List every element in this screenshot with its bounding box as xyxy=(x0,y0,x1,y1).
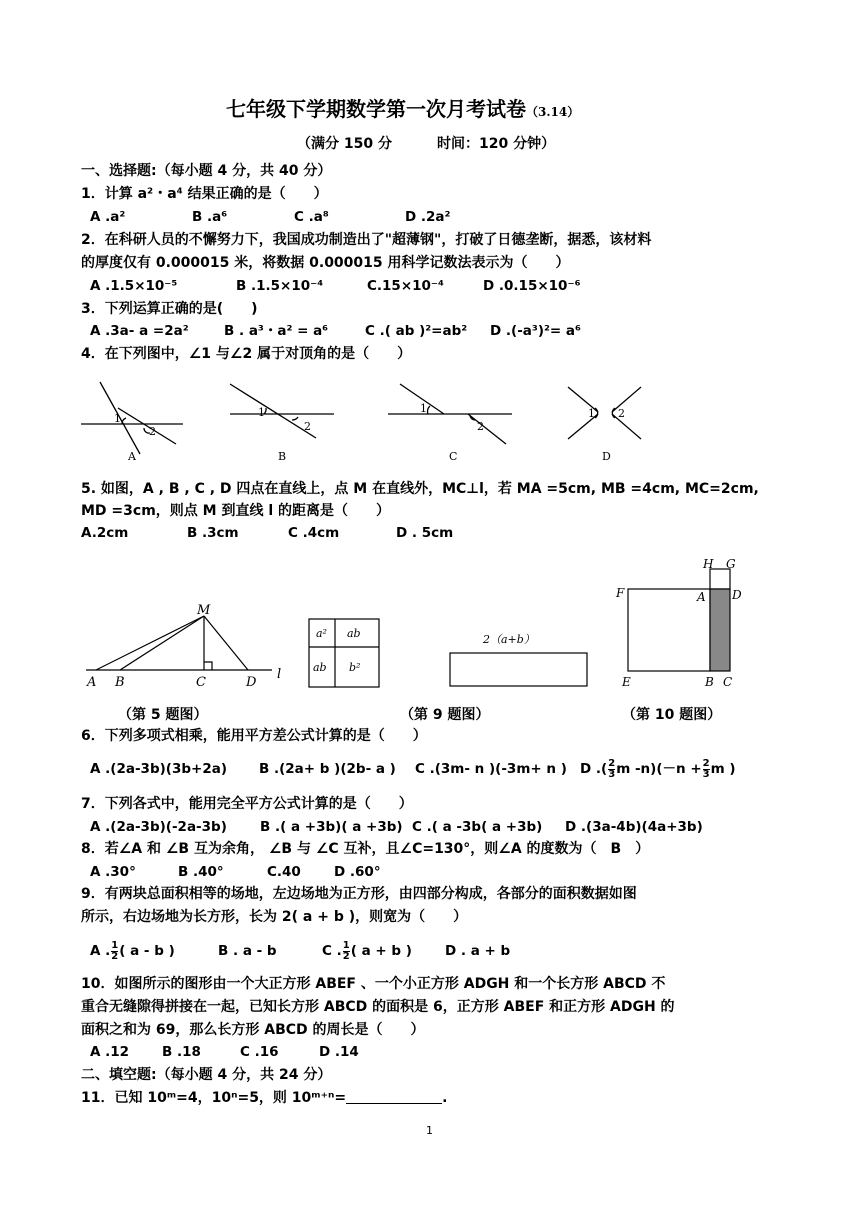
fig10-label-b: B xyxy=(705,675,714,689)
q8-option-c: C.40 xyxy=(267,864,301,880)
subtitle-time: 时间：120 分钟） xyxy=(437,136,556,152)
q6-d-frac-2 xyxy=(703,759,710,780)
q9-a-pre: A . xyxy=(90,943,111,959)
q6-option-a: A .(2a-3b)(3b+2a) xyxy=(90,761,227,777)
q7-stem: 7．下列各式中，能用完全平方公式计算的是（ ） xyxy=(81,796,413,812)
q5-option-a: A.2cm xyxy=(81,525,129,541)
q9-a-frac-num: 1 xyxy=(111,939,119,951)
q1-option-d: D .2a² xyxy=(405,209,451,225)
q4-figA-angle2: 2 xyxy=(149,425,156,438)
q2-option-c: C.15×10⁻⁴ xyxy=(367,278,444,294)
q7-option-c: C .( a -3b( a +3b) xyxy=(412,819,543,835)
q4-figures xyxy=(78,372,658,464)
q10-option-b: B .18 xyxy=(162,1044,201,1060)
q6-d-frac-1-den: 3 xyxy=(608,768,616,780)
q10-option-c: C .16 xyxy=(240,1044,279,1060)
figure-10 xyxy=(612,555,752,693)
q3-option-b: B . a³・a² = a⁶ xyxy=(224,323,329,339)
q7-option-d: D .(3a-4b)(4a+3b) xyxy=(565,819,703,835)
q6-d-frac-1-num: 2 xyxy=(608,757,616,769)
q5-option-d: D . 5cm xyxy=(396,525,454,541)
q6-d-post: m ) xyxy=(710,761,736,777)
page-number: 1 xyxy=(426,1124,433,1137)
q1-option-c: C .a⁸ xyxy=(294,209,329,225)
q9-a-frac xyxy=(111,941,118,962)
fig9-a2: a² xyxy=(316,627,327,640)
title-date: （3.14） xyxy=(526,105,580,119)
q1-option-a: A .a² xyxy=(90,209,126,225)
q5-line2: MD =3cm，则点 M 到直线 l 的距离是（ ） xyxy=(81,503,391,519)
q5-option-b: B .3cm xyxy=(187,525,239,541)
q8-stem: 8．若∠A 和 ∠B 互为余角， ∠B 与 ∠C 互补，且∠C=130°，则∠A 的度数为（ B ） xyxy=(81,841,650,857)
section-fill-heading: 二、填空题:（每小题 4 分，共 24 分） xyxy=(81,1067,332,1083)
q4-figB-angle1: 1 xyxy=(258,406,265,419)
q3-stem: 3．下列运算正确的是( ) xyxy=(81,301,258,317)
fig10-label-f: F xyxy=(616,586,625,600)
q3-option-a: A .3a- a =2a² xyxy=(90,323,189,339)
fig5-label-c: C xyxy=(196,675,206,690)
fig10-label-g: G xyxy=(726,557,736,571)
fig5-label-m: M xyxy=(197,603,211,618)
q9-option-b: B . a - b xyxy=(218,943,277,959)
q6-d-frac-1 xyxy=(608,759,615,780)
caption-figure-10: （第 10 题图） xyxy=(622,707,722,723)
q2-option-a: A .1.5×10⁻⁵ xyxy=(90,278,178,294)
q10-option-d: D .14 xyxy=(319,1044,359,1060)
q8-option-a: A .30° xyxy=(90,864,136,880)
q7-option-a: A .(2a-3b)(-2a-3b) xyxy=(90,819,227,835)
q5-line1: 5. 如图，A , B , C , D 四点在直线上，点 M 在直线外，MC⊥l，若 MA =5cm, MB =4cm, MC=2cm, xyxy=(81,481,759,497)
q9-option-d: D . a + b xyxy=(445,943,511,959)
q3-option-d: D .(-a³)²= a⁶ xyxy=(490,323,581,339)
figure-9 xyxy=(305,615,595,690)
q4-figD-label: D xyxy=(602,450,611,463)
fig5-label-b: B xyxy=(115,675,125,690)
q4-figC-angle1: 1 xyxy=(420,402,427,415)
q7-option-b: B .( a +3b)( a +3b) xyxy=(260,819,403,835)
q6-stem: 6．下列多项式相乘，能用平方差公式计算的是（ ） xyxy=(81,728,427,744)
q9-c-pre: C . xyxy=(322,943,342,959)
q8-option-b: B .40° xyxy=(178,864,224,880)
fig5-label-l: l xyxy=(277,667,282,682)
q10-line3: 面积之和为 69，那么长方形 ABCD 的周长是（ ） xyxy=(81,1022,425,1038)
figure-5 xyxy=(80,600,300,692)
fig10-label-c: C xyxy=(723,675,733,689)
q6-d-pre: D .( xyxy=(580,761,608,777)
q11-stem: 11．已知 10ᵐ=4，10ⁿ=5，则 10ᵐ⁺ⁿ= xyxy=(81,1090,347,1106)
q9-a-post: ( a - b ) xyxy=(119,943,175,959)
q10-line2: 重合无缝隙得拼接在一起，已知长方形 ABCD 的面积是 6，正方形 ABEF 和正方形 ADGH 的 xyxy=(81,999,675,1015)
fig10-label-e: E xyxy=(622,675,631,689)
section-choice-heading: 一、选择题:（每小题 4 分，共 40 分） xyxy=(81,163,332,179)
fig10-label-d: D xyxy=(732,588,742,602)
q8-option-d: D .60° xyxy=(334,864,381,880)
q10-option-a: A .12 xyxy=(90,1044,130,1060)
q9-a-frac-den: 2 xyxy=(111,950,119,962)
q4-figD-angle2: 2 xyxy=(618,407,625,420)
q2-line1: 2．在科研人员的不懈努力下，我国成功制造出了"超薄钢"，打破了日德垄断，据悉，该材料 xyxy=(81,232,652,248)
q9-c-frac xyxy=(343,941,350,962)
q10-line1: 10．如图所示的图形由一个大正方形 ABEF 、一个小正方形 ADGH 和一个长方形 ABCD 不 xyxy=(81,976,666,992)
fig9-ab-left: ab xyxy=(313,661,327,674)
q4-figB-label: B xyxy=(278,450,287,463)
fig9-b2: b² xyxy=(349,661,361,674)
q5-option-c: C .4cm xyxy=(288,525,340,541)
caption-figure-9: （第 9 题图） xyxy=(400,707,490,723)
page-title xyxy=(226,93,579,122)
q9-c-frac-den: 2 xyxy=(342,950,350,962)
q6-d-frac-2-num: 2 xyxy=(702,757,710,769)
q4-figB-angle2: 2 xyxy=(304,420,311,433)
q11-end: . xyxy=(442,1090,448,1106)
q4-figD-angle1: 1 xyxy=(588,407,595,420)
q6-option-c: C .(3m- n )(-3m+ n ) xyxy=(415,761,567,777)
q11 xyxy=(81,1087,447,1109)
q4-figC-label: C xyxy=(449,450,458,463)
fig9-ab-top: ab xyxy=(347,627,361,640)
title-text: 七年级下学期数学第一次月考试卷 xyxy=(226,97,526,121)
q6-option-b: B .(2a+ b )(2b- a ) xyxy=(259,761,396,777)
q9-line2: 所示，右边场地为长方形，长为 2( a + b )，则宽为（ ） xyxy=(81,909,468,925)
q4-figA-label: A xyxy=(128,450,136,463)
q9-option-a xyxy=(90,940,175,962)
q6-option-d xyxy=(580,758,736,780)
q4-figA-angle1: 1 xyxy=(114,412,121,425)
q3-option-c: C .( ab )²=ab² xyxy=(365,323,468,339)
q9-c-frac-num: 1 xyxy=(342,939,350,951)
q2-line2: 的厚度仅有 0.000015 米，将数据 0.000015 用科学记数法表示为（ ） xyxy=(81,255,570,271)
subtitle-score: （满分 150 分 xyxy=(297,136,392,152)
fig9-rect-label: 2（a+b） xyxy=(483,633,535,646)
q2-option-b: B .1.5×10⁻⁴ xyxy=(236,278,324,294)
q1-option-b: B .a⁶ xyxy=(192,209,228,225)
q11-answer-blank[interactable] xyxy=(346,1089,442,1104)
fig10-label-h: H xyxy=(703,557,714,571)
caption-figure-5: （第 5 题图） xyxy=(118,707,208,723)
fig5-label-d: D xyxy=(246,675,257,690)
q9-option-c xyxy=(322,940,412,962)
fig10-label-a: A xyxy=(697,590,706,604)
q4-figC-angle2: 2 xyxy=(477,420,484,433)
q9-c-post: ( a + b ) xyxy=(350,943,412,959)
q4-stem: 4．在下列图中，∠1 与∠2 属于对顶角的是（ ） xyxy=(81,346,412,362)
q1-stem: 1．计算 a²・a⁴ 结果正确的是（ ） xyxy=(81,186,328,202)
fig5-label-a: A xyxy=(87,675,97,690)
q6-d-frac-2-den: 3 xyxy=(702,768,710,780)
q2-option-d: D .0.15×10⁻⁶ xyxy=(483,278,581,294)
q9-line1: 9．有两块总面积相等的场地，左边场地为正方形，由四部分构成，各部分的面积数据如图 xyxy=(81,886,637,902)
q6-d-mid: m -n)(－n + xyxy=(616,761,702,777)
